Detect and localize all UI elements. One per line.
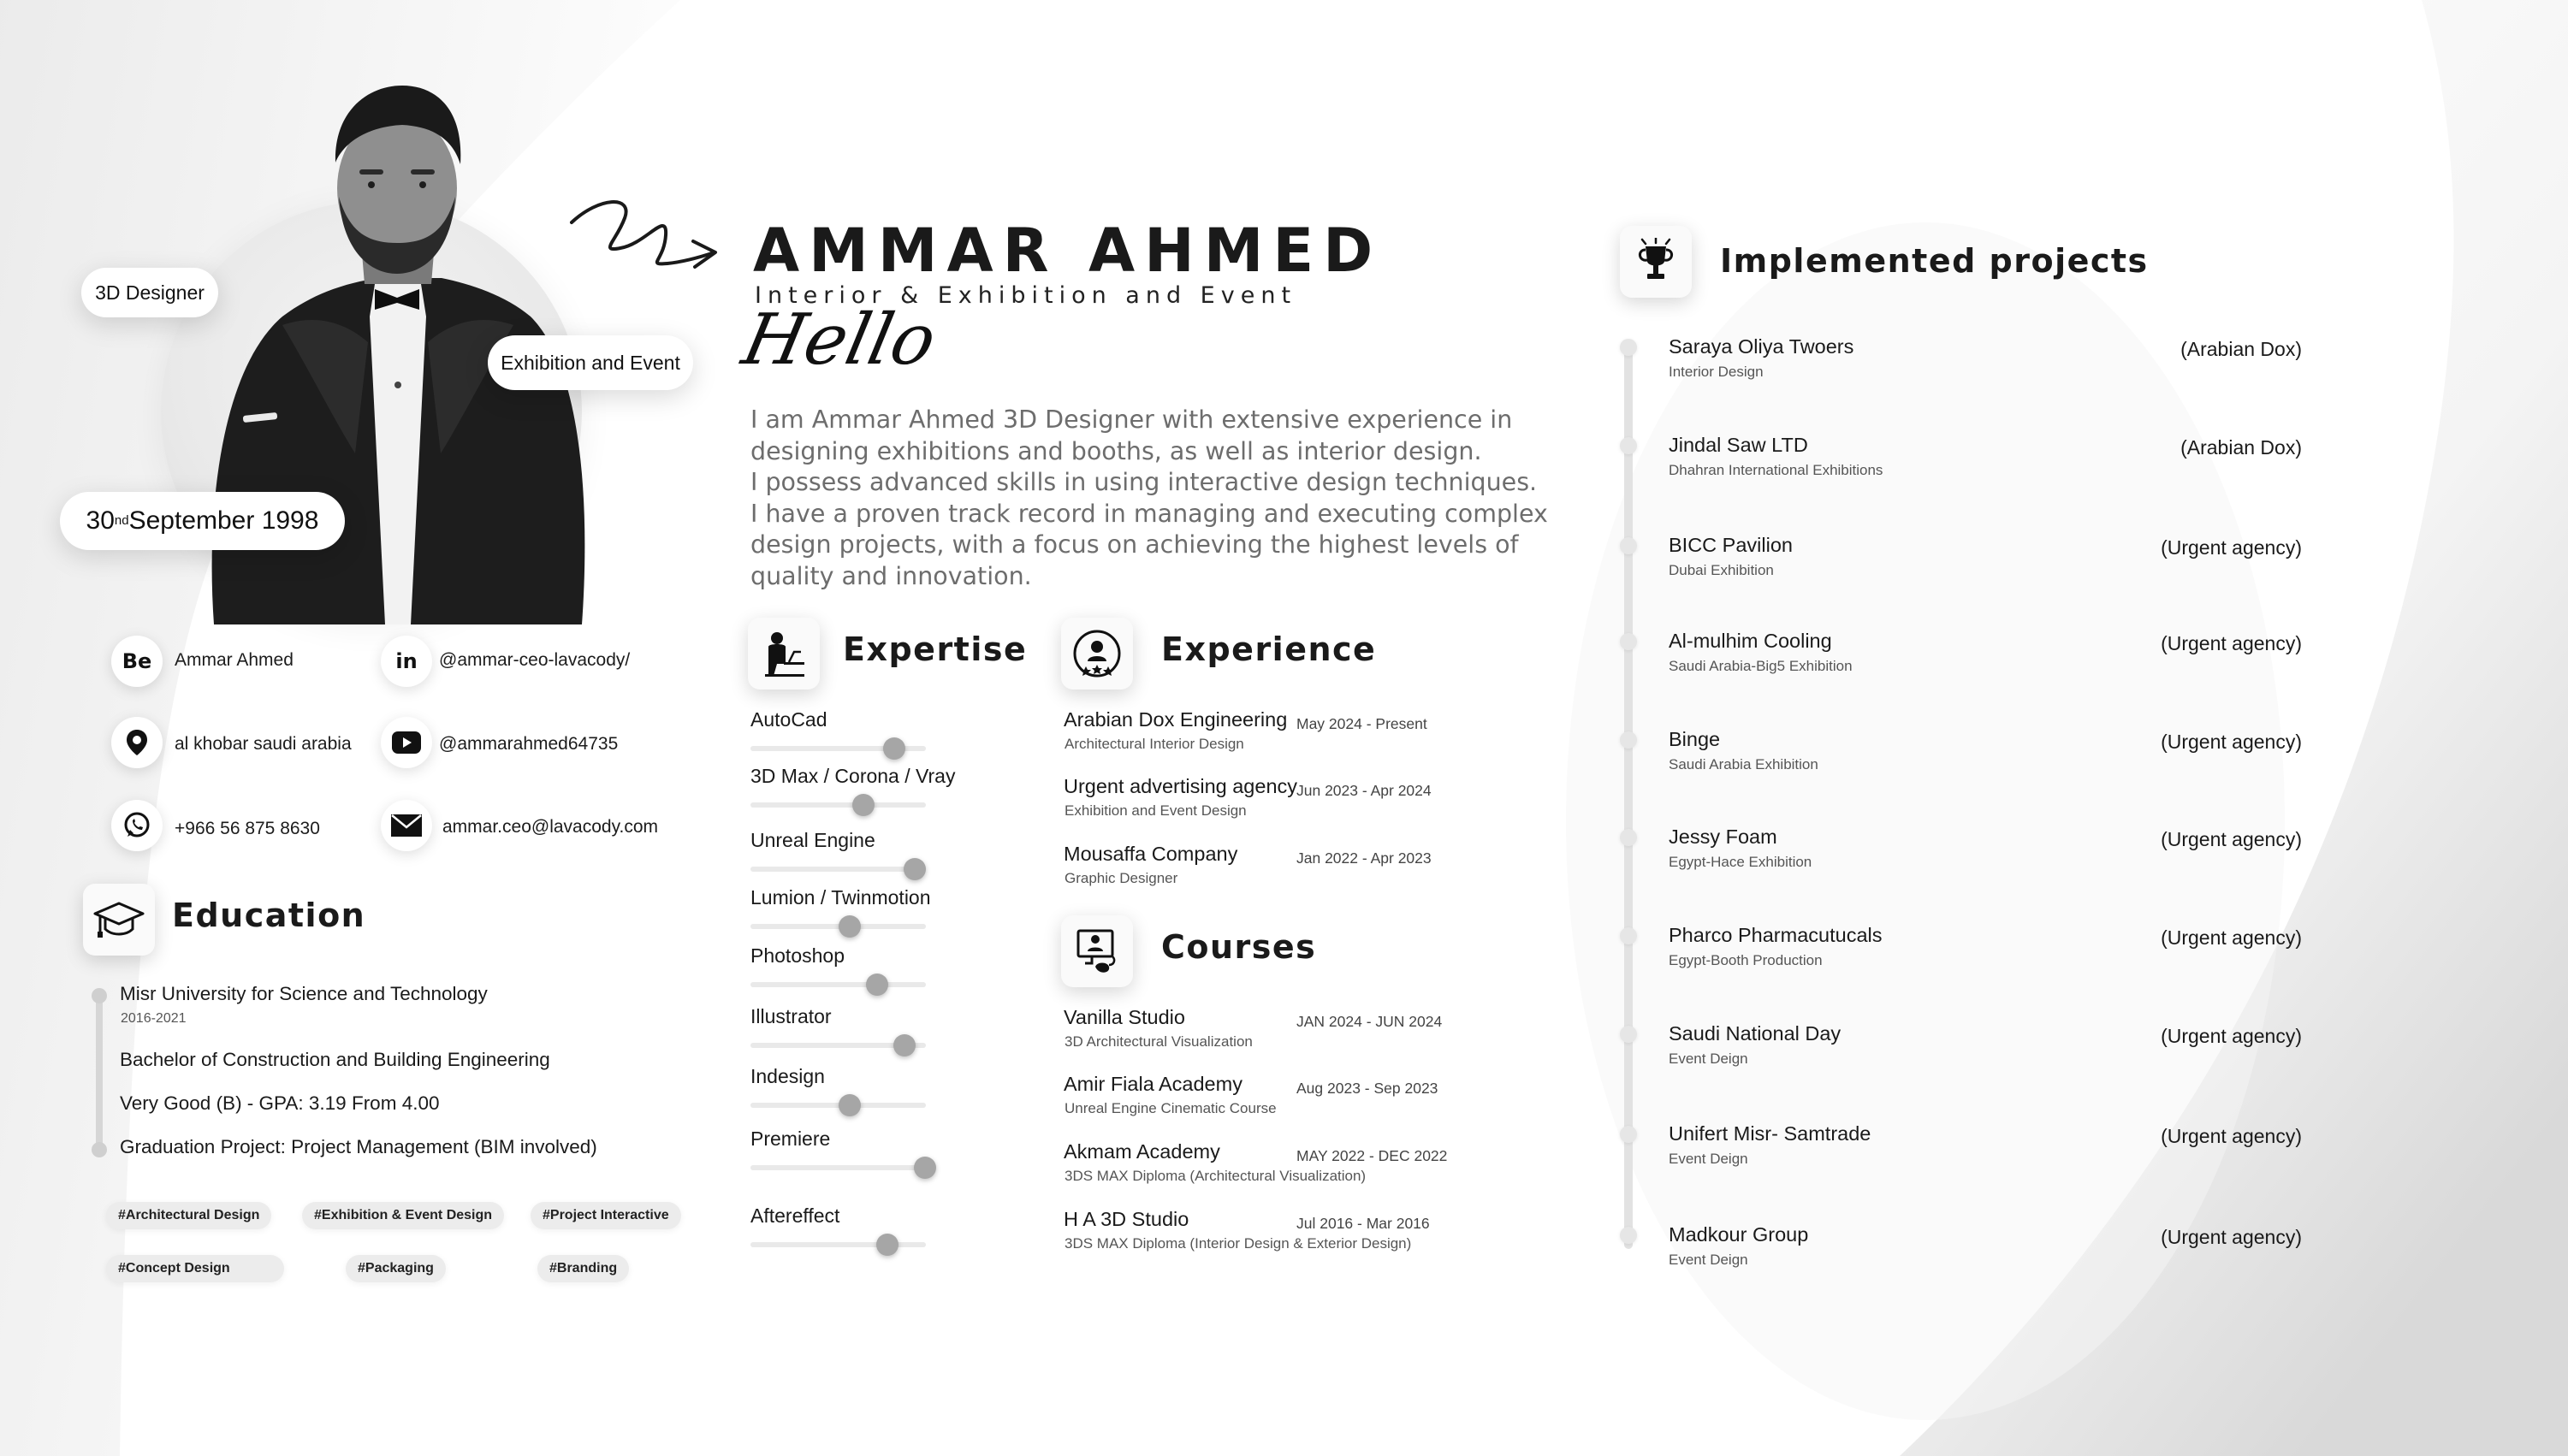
behance-link[interactable]: Ammar Ahmed bbox=[175, 650, 294, 670]
degree-text: Bachelor of Construction and Building Engineering bbox=[120, 1049, 550, 1070]
hello-signature: Hello bbox=[735, 299, 943, 381]
birthdate-rest: September 1998 bbox=[128, 506, 319, 535]
experience-title: Experience bbox=[1161, 630, 1377, 668]
skill-level-slider bbox=[750, 746, 926, 751]
squiggle-arrow-icon bbox=[565, 188, 723, 282]
project-name: BICC Pavilion bbox=[1669, 534, 1793, 556]
skill-level-knob bbox=[883, 737, 905, 760]
course-date: Aug 2023 - Sep 2023 bbox=[1296, 1080, 1438, 1097]
behance-icon[interactable] bbox=[111, 636, 163, 687]
project-name: Pharco Pharmacutucals bbox=[1669, 924, 1883, 946]
project-name: Jindal Saw LTD bbox=[1669, 434, 1808, 456]
skill-level-slider bbox=[750, 1103, 926, 1108]
project-timeline-dot bbox=[1620, 339, 1637, 356]
project-timeline-dot bbox=[1620, 1227, 1637, 1244]
experience-date: Jun 2023 - Apr 2024 bbox=[1296, 782, 1432, 799]
project-timeline-dot bbox=[1620, 829, 1637, 846]
project-name: Madkour Group bbox=[1669, 1223, 1809, 1246]
skill-level-knob bbox=[866, 974, 888, 996]
monitor-mouse-icon bbox=[1061, 915, 1133, 987]
skill-level-slider bbox=[750, 1043, 926, 1048]
skill-label: Illustrator bbox=[750, 1005, 832, 1027]
experience-role: Exhibition and Event Design bbox=[1065, 802, 1247, 819]
project-timeline-dot bbox=[1620, 1126, 1637, 1143]
grade-text: Very Good (B) - GPA: 3.19 From 4.00 bbox=[120, 1092, 440, 1114]
project-client: (Urgent agency) bbox=[2161, 926, 2302, 949]
hashtag: #Architectural Design bbox=[106, 1202, 271, 1229]
experience-role: Architectural Interior Design bbox=[1065, 736, 1244, 752]
hashtag: #Project Interactive bbox=[531, 1202, 681, 1229]
graduation-cap-icon bbox=[83, 884, 155, 956]
bio-line: I possess advanced skills in using interactive design techniques. bbox=[750, 468, 1538, 496]
project-client: (Urgent agency) bbox=[2161, 1125, 2302, 1147]
project-category: Interior Design bbox=[1669, 364, 1764, 380]
bio-line: I have a proven track record in managing and executing complex bbox=[750, 499, 1548, 528]
project-client: (Urgent agency) bbox=[2161, 1226, 2302, 1248]
role-badge bbox=[81, 268, 218, 317]
bio-text bbox=[750, 405, 1548, 592]
experience-company: Mousaffa Company bbox=[1064, 843, 1238, 865]
project-timeline-dot bbox=[1620, 537, 1637, 554]
skill-level-slider bbox=[750, 802, 926, 808]
skill-label: Unreal Engine bbox=[750, 829, 875, 851]
location-pin-icon bbox=[111, 717, 163, 768]
project-category: Event Deign bbox=[1669, 1151, 1748, 1167]
expertise-title: Expertise bbox=[843, 630, 1028, 668]
skill-label: 3D Max / Corona / Vray bbox=[750, 765, 956, 787]
project-name: Saudi National Day bbox=[1669, 1022, 1841, 1045]
project-category: Event Deign bbox=[1669, 1252, 1748, 1268]
project-category: Event Deign bbox=[1669, 1051, 1748, 1067]
professional-subtitle: Interior & Exhibition and Event bbox=[755, 282, 1297, 309]
experience-company: Urgent advertising agency bbox=[1064, 775, 1298, 797]
role-badge-text: 3D Designer bbox=[95, 281, 205, 304]
project-name: Jessy Foam bbox=[1669, 826, 1777, 848]
project-category: Dubai Exhibition bbox=[1669, 562, 1774, 578]
project-client: (Arabian Dox) bbox=[2180, 338, 2302, 360]
experience-date: Jan 2022 - Apr 2023 bbox=[1296, 849, 1432, 867]
experience-role: Graphic Designer bbox=[1065, 870, 1178, 886]
location-text: al khobar saudi arabia bbox=[175, 734, 352, 754]
courses-title: Courses bbox=[1161, 928, 1317, 966]
project-client: (Urgent agency) bbox=[2161, 536, 2302, 559]
course-name: Vanilla Studio bbox=[1064, 1006, 1185, 1028]
email-link[interactable]: ammar.ceo@lavacody.com bbox=[442, 817, 659, 837]
project-category: Saudi Arabia-Big5 Exhibition bbox=[1669, 658, 1853, 674]
projects-title: Implemented projects bbox=[1720, 242, 2149, 280]
project-client: (Arabian Dox) bbox=[2180, 436, 2302, 459]
project-timeline-dot bbox=[1620, 437, 1637, 454]
field-badge-text: Exhibition and Event bbox=[501, 351, 680, 374]
project-category: Dhahran International Exhibitions bbox=[1669, 462, 1883, 478]
project-client: (Urgent agency) bbox=[2161, 731, 2302, 753]
education-dot bbox=[92, 1142, 107, 1157]
skill-level-knob bbox=[914, 1157, 936, 1179]
youtube-icon[interactable] bbox=[381, 717, 432, 768]
project-timeline-dot bbox=[1620, 633, 1637, 650]
full-name: AMMAR AHMED bbox=[753, 216, 1383, 286]
education-timeline bbox=[96, 995, 103, 1151]
skill-label: Indesign bbox=[750, 1065, 825, 1087]
course-date: JAN 2024 - JUN 2024 bbox=[1296, 1013, 1443, 1030]
education-title: Education bbox=[172, 897, 366, 934]
trophy-icon bbox=[1620, 226, 1692, 298]
bio-line: I am Ammar Ahmed 3D Designer with extensive experience in bbox=[750, 405, 1513, 434]
project-name: Saraya Oliya Twoers bbox=[1669, 335, 1854, 358]
mail-icon[interactable] bbox=[381, 800, 432, 851]
project-timeline-dot bbox=[1620, 731, 1637, 749]
education-dot bbox=[92, 988, 107, 1003]
project-name: Binge bbox=[1669, 728, 1721, 750]
bio-line: designing exhibitions and booths, as well as interior design. bbox=[750, 436, 1482, 465]
bio-line: design projects, with a focus on achieving the highest levels of bbox=[750, 530, 1519, 559]
skill-level-slider bbox=[750, 867, 926, 872]
skill-level-slider bbox=[750, 1242, 926, 1247]
skill-level-knob bbox=[839, 1094, 861, 1116]
project-timeline-dot bbox=[1620, 927, 1637, 944]
project-client: (Urgent agency) bbox=[2161, 828, 2302, 850]
course-name: Amir Fiala Academy bbox=[1064, 1073, 1242, 1095]
project-category: Saudi Arabia Exhibition bbox=[1669, 756, 1818, 772]
course-date: Jul 2016 - Mar 2016 bbox=[1296, 1215, 1430, 1232]
course-desc: 3D Architectural Visualization bbox=[1065, 1033, 1253, 1050]
skill-level-knob bbox=[839, 915, 861, 938]
skill-level-knob bbox=[893, 1034, 916, 1056]
field-badge bbox=[488, 335, 693, 390]
project-category: Egypt-Booth Production bbox=[1669, 952, 1823, 968]
project-category: Egypt-Hace Exhibition bbox=[1669, 854, 1812, 870]
hashtag: #Branding bbox=[537, 1255, 629, 1282]
designer-at-desk-icon bbox=[748, 618, 820, 690]
linkedin-icon-glyph: in bbox=[395, 649, 418, 673]
project-timeline-dot bbox=[1620, 1026, 1637, 1043]
skill-level-slider bbox=[750, 982, 926, 987]
project-client: (Urgent agency) bbox=[2161, 632, 2302, 654]
course-date: MAY 2022 - DEC 2022 bbox=[1296, 1147, 1448, 1164]
skill-label: AutoCad bbox=[750, 708, 827, 731]
skill-level-slider bbox=[750, 924, 926, 929]
whatsapp-icon[interactable] bbox=[111, 800, 163, 851]
skill-level-knob bbox=[852, 794, 875, 816]
graduation-project-text: Graduation Project: Project Management (BIM involved) bbox=[120, 1136, 597, 1157]
education-years: 2016-2021 bbox=[121, 1011, 187, 1026]
youtube-link[interactable]: @ammarahmed64735 bbox=[439, 734, 619, 754]
phone-text[interactable]: +966 56 875 8630 bbox=[175, 819, 320, 838]
linkedin-link[interactable]: @ammar-ceo-lavacody/ bbox=[439, 650, 631, 670]
hashtag: #Packaging bbox=[346, 1255, 446, 1282]
skill-label: Lumion / Twinmotion bbox=[750, 886, 931, 909]
university-name: Misr University for Science and Technology bbox=[120, 983, 488, 1004]
skill-level-knob bbox=[876, 1234, 899, 1256]
course-desc: 3DS MAX Diploma (Architectural Visualization) bbox=[1065, 1168, 1367, 1184]
behance-icon-glyph: Be bbox=[122, 649, 152, 673]
skill-level-knob bbox=[904, 858, 926, 880]
project-name: Al-mulhim Cooling bbox=[1669, 630, 1832, 652]
birthdate-badge: 30 nd September 1998 bbox=[60, 492, 345, 550]
experience-date: May 2024 - Present bbox=[1296, 715, 1427, 732]
experience-company: Arabian Dox Engineering bbox=[1064, 708, 1288, 731]
hashtag: #Exhibition & Event Design bbox=[302, 1202, 504, 1229]
skill-label: Aftereffect bbox=[750, 1204, 840, 1227]
hashtag: #Concept Design bbox=[106, 1255, 284, 1282]
projects-timeline bbox=[1624, 342, 1633, 1249]
team-star-icon bbox=[1061, 618, 1133, 690]
course-name: H A 3D Studio bbox=[1064, 1208, 1189, 1230]
linkedin-icon[interactable] bbox=[381, 636, 432, 687]
skill-label: Premiere bbox=[750, 1128, 831, 1150]
skill-level-slider bbox=[750, 1165, 926, 1170]
bio-line: quality and innovation. bbox=[750, 561, 1032, 590]
skill-label: Photoshop bbox=[750, 944, 845, 967]
project-client: (Urgent agency) bbox=[2161, 1025, 2302, 1047]
course-desc: Unreal Engine Cinematic Course bbox=[1065, 1100, 1277, 1116]
course-name: Akmam Academy bbox=[1064, 1140, 1220, 1163]
birthdate-day: 30 bbox=[86, 506, 115, 535]
project-name: Unifert Misr- Samtrade bbox=[1669, 1122, 1871, 1145]
course-desc: 3DS MAX Diploma (Interior Design & Exterior Design) bbox=[1065, 1235, 1412, 1252]
